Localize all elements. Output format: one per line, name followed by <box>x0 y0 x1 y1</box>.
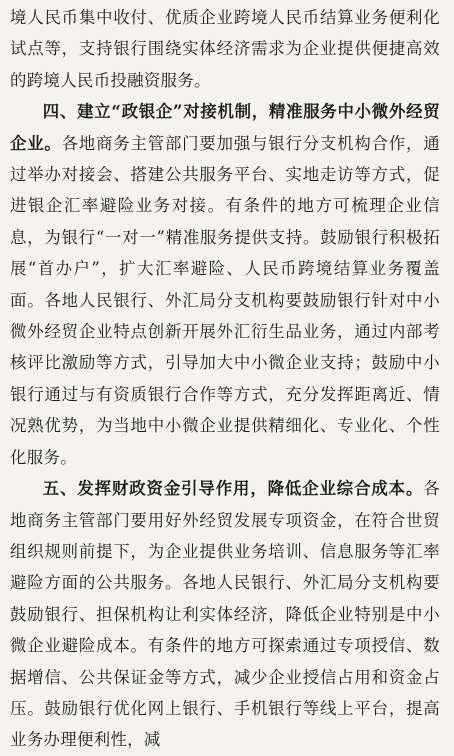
section-four-heading: 四、建立“政银企”对接机制，精准服务中小微外经贸企业。 <box>10 102 440 153</box>
paragraph-continuation <box>10 2 440 96</box>
paragraph-section-five <box>10 473 440 756</box>
paragraph-text: 各地商务主管部门要用好外经贸发展专项资金，在符合世贸组织规则前提下，为企业提供业务培训、信息服务等汇率避险方面的公共服务。各地人民银行、外汇局分支机构要鼓励银行、担保机构让利实体经济，降低企业特别是中小微企业避险成本。有条件的地方可探索通过专项授信、数据增信、公共保证金等方式，减少企业授信占用和资金占压。鼓励银行优化网上银行、手机银行等线上平台，提高业务办理便利性，减 <box>10 479 440 750</box>
section-five-heading: 五、发挥财政资金引导作用，降低企业综合成本。 <box>42 479 424 499</box>
paragraph-section-four <box>10 96 440 473</box>
paragraph-text: 境人民币集中收付、优质企业跨境人民币结算业务便利化试点等，支持银行围绕实体经济需求为企业提供便捷高效的跨境人民币投融资服务。 <box>10 8 440 90</box>
paragraph-text: 各地商务主管部门要加强与银行分支机构合作，通过举办对接会、搭建公共服务平台、实地走访等方式，促进银企汇率避险业务对接。有条件的地方可梳理企业信息，为银行“一对一”精准服务提供支持。鼓励银行积极拓展“首办户”，扩大汇率避险、人民币跨境结算业务覆盖面。各地人民银行、外汇局分支机构要鼓励银行针对中小微外经贸企业特点创新开展外汇衍生品业务，通过内部考核评比激励等方式，引导加大中小微企业支持；鼓励中小银行通过与有资质银行合作等方式，充分发挥距离近、情况熟优势，为当地中小微企业提供精细化、专业化、个性化服务。 <box>10 133 440 467</box>
